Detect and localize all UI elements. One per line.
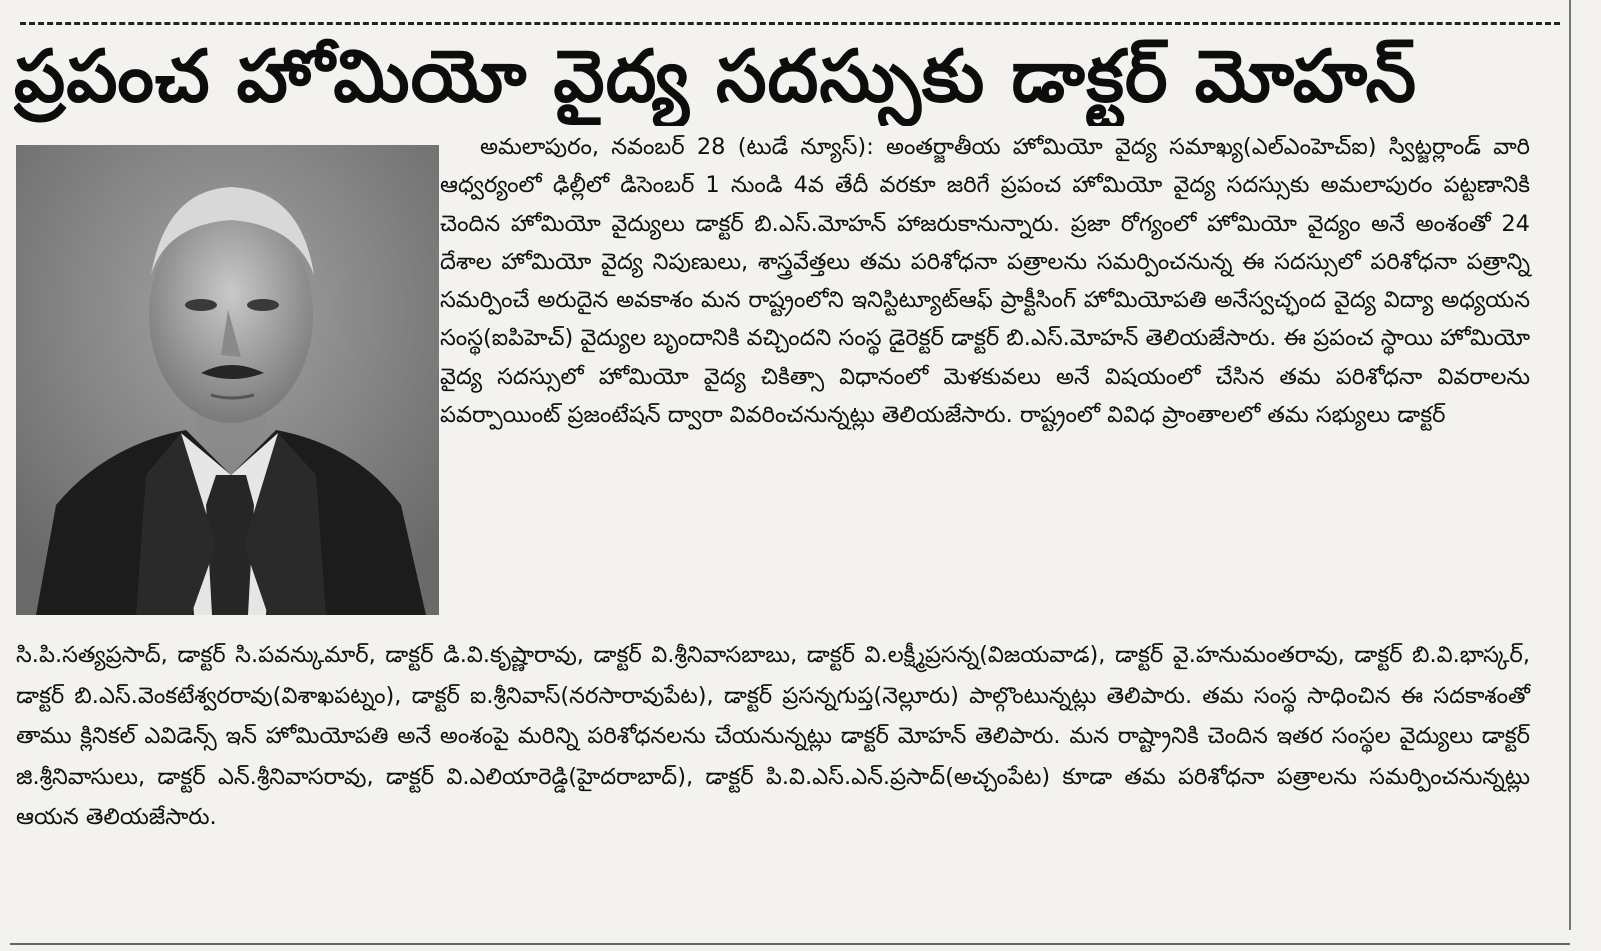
clipping-bottom-edge bbox=[10, 943, 1570, 945]
article-body-top-text: అంతర్జాతీయ హోమియో వైద్య సమాఖ్య(ఎల్ఎంహెచ్ఐ) స్విట్జర్లాండ్ వారి ఆధ్వర్యంలో ఢిల్లీలో డిసెంబర్ 1 నుండి 4వ తేదీ వరకూ జరిగే ప్రపంచ హోమియో వైద్య సదస్సుకు అమలాపురం పట్టణానికి చెందిన హోమియో వైద్యులు డాక్టర్ బి.ఎస్.మోహన్ హాజరుకానున్నారు. ప్రజా రోగ్యంలో హోమియో వైద్యం అనే అంశంతో 24 దేశాల హోమియో వైద్య నిపుణులు, శాస్త్రవేత్తలు తమ పరిశోధనా పత్రాలను సమర్పించనున్న ఈ సదస్సులో పరిశోధనా పత్రాన్ని సమర్పించే అరుదైన అవకాశం మన రాష్ట్రంలోని ఇనిస్టిట్యూట్ఆఫ్ ప్రాక్టీసింగ్ హోమియోపతి అనేస్వచ్ఛంద వైద్య విద్యా అధ్యయన సంస్థ(ఐపిహెచ్) వైద్యుల బృందానికి వచ్చిందని సంస్థ డైరెక్టర్ డాక్టర్ బి.ఎస్.మోహన్ తెలియజేసారు. ఈ ప్రపంచ స్థాయి హోమియో వైద్య సదస్సులో హోమియో వైద్య చికిత్సా విధానంలో మెళకువలు అనే విషయంలో చేసిన తమ పరిశోధనా వివరాలను పవర్పాయింట్ ప్రజంటేషన్ ద్వారా వివరించనున్నట్లు తెలియజేసారు. రాష్ట్రంలో వివిధ ప్రాంతాలలో తమ సభ్యులు డాక్టర్ bbox=[440, 134, 1531, 429]
clipping-right-edge bbox=[1569, 0, 1571, 930]
clipping-top-edge bbox=[20, 4, 1560, 25]
article-body-bottom: సి.పి.సత్యప్రసాద్, డాక్టర్ సి.పవన్కుమార్, డాక్టర్ డి.వి.కృష్ణారావు, డాక్టర్ వి.శ్రీనివాసబాబు, డాక్టర్ వి.లక్ష్మీప్రసన్న(విజయవాడ), డాక్టర్ వై.హనుమంతరావు, డాక్టర్ బి.వి.భాస్కర్, డాక్టర్ బి.ఎస్.వెంకటేశ్వరరావు(విశాఖపట్నం), డాక్టర్ ఐ.శ్రీనివాస్(నరసారావుపేట), డాక్టర్ ప్రసన్నగుప్త(నెల్లూరు) పాల్గొంటున్నట్లు తెలిపారు. తమ సంస్థ సాధించిన ఈ సదకాశంతో తాము క్లినికల్ ఎవిడెన్స్ ఇన్ హోమియోపతి అనే అంశంపై మరిన్ని పరిశోధనలను చేయనున్నట్లు డాక్టర్ మోహన్ తెలిపారు. మన రాష్ట్రానికి చెందిన ఇతర సంస్థల వైద్యులు డాక్టర్ జి.శ్రీనివాసులు, డాక్టర్ ఎన్.శ్రీనివాసరావు, డాక్టర్ వి.ఎలియారెడ్డి(హైదరాబాద్), డాక్టర్ పి.వి.ఎస్.ఎన్.ప్రసాద్(అచ్చంపేట) కూడా తమ పరిశోధనా పత్రాలను సమర్పించనున్నట్లు ఆయన తెలియజేసారు. bbox=[16, 642, 1530, 830]
article-body-top bbox=[440, 128, 1530, 434]
article-headline: ప్రపంచ హోమియో వైద్య సదస్సుకు డాక్టర్ మోహన్ bbox=[14, 34, 1418, 118]
portrait-illustration bbox=[16, 145, 439, 615]
portrait-photo bbox=[16, 145, 439, 615]
article-dateline: అమలాపురం, నవంబర్ 28 (టుడే న్యూస్): bbox=[480, 134, 874, 160]
